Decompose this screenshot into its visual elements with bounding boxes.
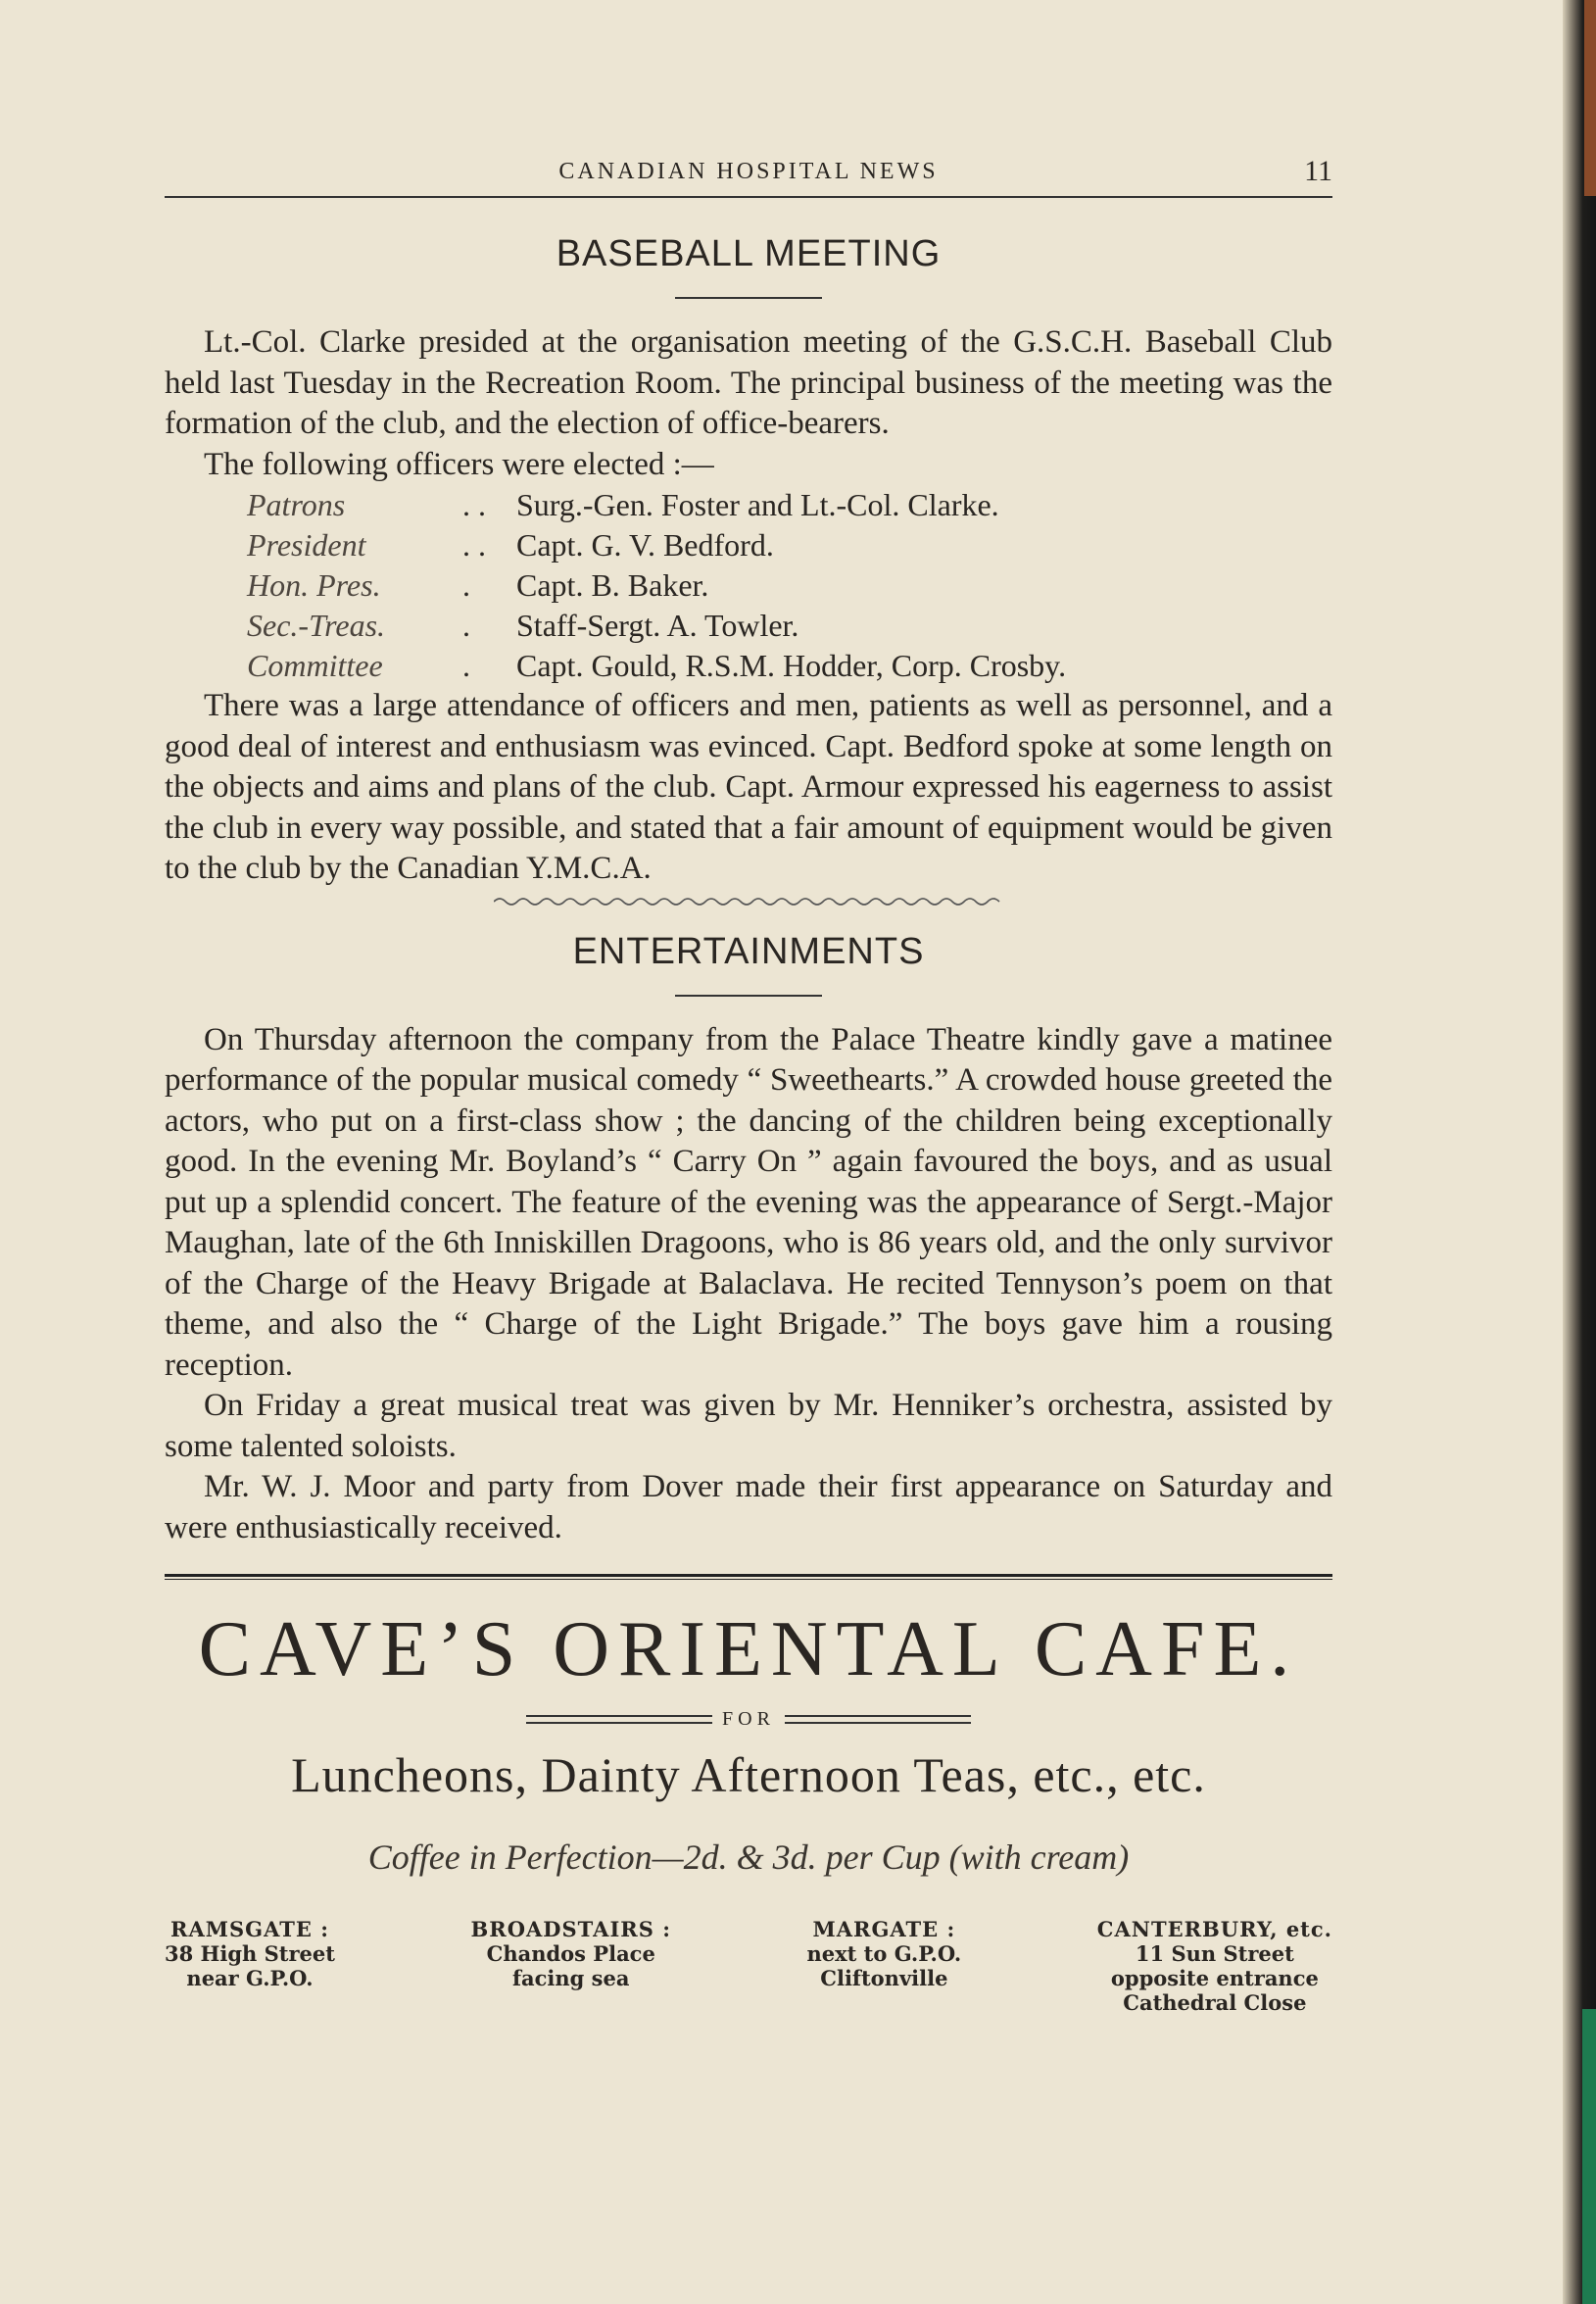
advert-locations — [165, 1917, 1332, 2015]
wavy-ornament-icon — [494, 894, 1003, 909]
entertainments-section — [165, 931, 1332, 1549]
location-note: Cathedral Close — [1123, 1990, 1307, 2015]
running-title: CANADIAN HOSPITAL NEWS — [558, 159, 939, 184]
officers-intro: The following officers were elected :— — [204, 446, 714, 482]
location-address: next to G.P.O. — [806, 1941, 962, 1966]
advert-subtitle: Luncheons, Dainty Afternoon Teas, etc., etc. — [291, 1747, 1206, 1802]
officer-leader-dots: . — [462, 608, 470, 643]
baseball-heading: BASEBALL MEETING — [556, 233, 942, 274]
double-rule — [526, 1715, 712, 1724]
baseball-section — [165, 233, 1332, 890]
cafe-advert — [165, 1574, 1332, 2015]
location-name: CANTERBURY, etc. — [1096, 1917, 1332, 1941]
officer-leader-dots: . — [462, 567, 470, 603]
officer-name: Capt. Gould, R.S.M. Hodder, Corp. Crosby. — [516, 648, 1067, 683]
officer-leader-dots: . . — [462, 487, 486, 522]
page-number: 11 — [1304, 155, 1332, 187]
header-rule — [165, 196, 1332, 198]
advert-for-line — [165, 1708, 1332, 1731]
binding-tab-top — [1584, 0, 1596, 196]
page-content — [165, 147, 1332, 2015]
officer-row — [165, 565, 1332, 606]
officer-name: Capt. B. Baker. — [516, 567, 709, 603]
advert-top-rule — [165, 1574, 1332, 1580]
officer-role: Patrons — [247, 487, 346, 522]
location-name: BROADSTAIRS : — [470, 1917, 671, 1941]
officer-row — [165, 646, 1332, 686]
location-note: opposite entrance — [1110, 1966, 1319, 1990]
officer-role: Sec.-Treas. — [247, 608, 386, 643]
officer-leader-dots: . — [462, 648, 470, 683]
location-broadstairs — [471, 1917, 671, 2015]
binding-tab-bottom — [1582, 2009, 1596, 2304]
officer-role: Hon. Pres. — [247, 567, 381, 603]
entertainments-paragraph: On Thursday afternoon the company from the Palace Theatre kindly gave a matinee performance of the popular musical comedy “ Sweethearts.” A crowded house greeted the actors, who put on a first-class show ; the dancing of the children being exceptionally good. In the evening Mr. Boyland’s “ Carry On ” again favoured the boys, and as usual put up a splendid concert. The feature of the evening was the appearance of Sergt.-Major Maughan, late of the 6th Inniskillen Dragoons, who is 86 years old, and the only survivor of the Charge of the Heavy Brigade at Balaclava. He recited Tennyson’s poem on that theme, and also the “ Charge of the Light Brigade.” The boys gave him a rousing reception. — [165, 1021, 1332, 1383]
location-note: facing sea — [512, 1966, 630, 1990]
officer-name: Surg.-Gen. Foster and Lt.-Col. Clarke. — [516, 487, 999, 522]
officer-row — [165, 485, 1332, 525]
entertainments-paragraph: Mr. W. J. Moor and party from Dover made their first appearance on Saturday and were enthusiastically received. — [165, 1469, 1332, 1545]
location-address: 38 High Street — [165, 1941, 335, 1966]
baseball-closing: There was a large attendance of officers and men, patients as well as personnel, and a good deal of interest and enthusiasm was evinced. Capt. Bedford spoke at some length on the objects and aims and plans of the club. Capt. Armour expressed his eagerness to assist the club in every way possible, and stated that a fair amount of equipment would be given to the club by the Canadian Y.M.C.A. — [165, 688, 1332, 886]
location-ramsgate — [165, 1917, 335, 2015]
entertainments-paragraph: On Friday a great musical treat was given by Mr. Henniker’s orchestra, assisted by some talented soloists. — [165, 1388, 1332, 1464]
location-address: Chandos Place — [486, 1941, 655, 1966]
officer-row — [165, 606, 1332, 646]
officer-row — [165, 525, 1332, 565]
page-binding-edge — [1563, 0, 1596, 2304]
double-rule — [785, 1715, 971, 1724]
location-margate — [807, 1917, 962, 2015]
officers-list — [165, 485, 1332, 686]
officer-name: Capt. G. V. Bedford. — [516, 527, 774, 563]
advert-for-word: FOR — [722, 1708, 775, 1730]
location-name: RAMSGATE : — [170, 1917, 329, 1941]
location-name: MARGATE : — [812, 1917, 956, 1941]
location-address: 11 Sun Street — [1135, 1941, 1294, 1966]
entertainments-heading: ENTERTAINMENTS — [572, 930, 925, 972]
baseball-intro: Lt.-Col. Clarke presided at the organisation meeting of the G.S.C.H. Baseball Club held last Tuesday in the Recreation Room. The principal business of the meeting was the formation of the club, and the election of office-bearers. — [165, 324, 1332, 441]
location-canterbury — [1097, 1917, 1332, 2015]
officer-role: Committee — [247, 648, 383, 683]
heading-underline — [675, 995, 822, 997]
heading-underline — [675, 297, 822, 299]
officer-role: President — [247, 527, 366, 563]
location-note: Cliftonville — [820, 1966, 948, 1990]
running-head — [165, 147, 1332, 194]
advert-title: CAVE’S ORIENTAL CAFE. — [198, 1606, 1299, 1692]
advert-tagline: Coffee in Perfection—2d. & 3d. per Cup (with cream) — [367, 1838, 1130, 1877]
wavy-divider — [165, 894, 1332, 913]
location-note: near G.P.O. — [186, 1966, 314, 1990]
officer-leader-dots: . . — [462, 527, 486, 563]
officer-name: Staff-Sergt. A. Towler. — [516, 608, 799, 643]
